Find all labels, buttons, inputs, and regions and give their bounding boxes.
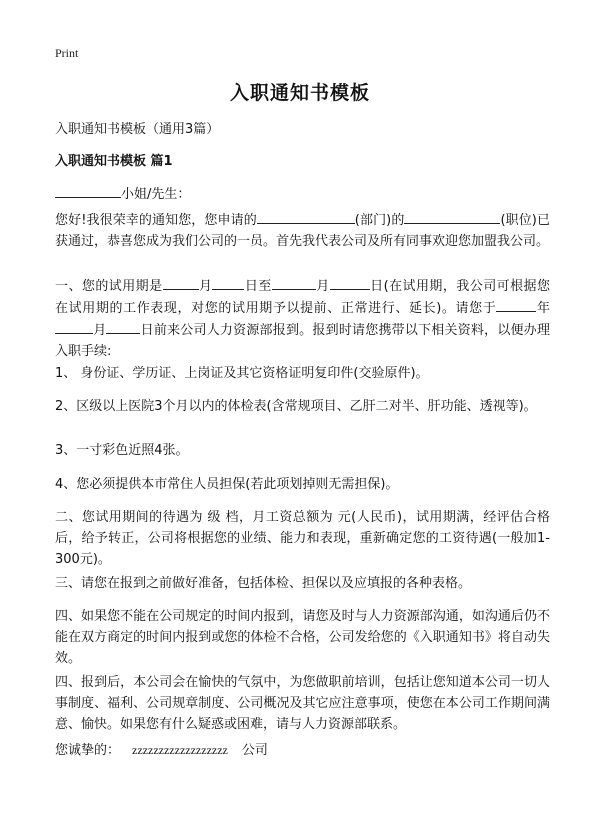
p1-text-a: 一、您的试用期是 <box>55 279 163 294</box>
p1-month-2: 月 <box>315 279 330 294</box>
intro-text-a: 您好!我很荣幸的通知您，您申请的 <box>55 213 257 228</box>
salutation-suffix: 小姐/先生： <box>121 187 191 202</box>
name-blank <box>55 183 121 198</box>
month-blank-1 <box>163 275 199 290</box>
section-heading: 入职通知书模板 篇1 <box>55 154 173 169</box>
closing-label: 您诚挚的： <box>55 743 121 758</box>
list-item-4: 4、您必须提供本市常住人员担保(若此项划掉则无需担保)。 <box>55 477 399 492</box>
p1-rest: 日前来公司人力资源部报到。报到时请您携带以下相关资料，以便办理入职手续: <box>55 323 550 359</box>
closing-suffix: 公司 <box>241 743 268 758</box>
p1-day-2: 日(在试用期，我公司可根据您在试用期的工作表现，对您的试用期予以提前、正常进行、延长)。请您于 <box>55 279 550 316</box>
position-blank <box>404 209 500 224</box>
document-title: 入职通知书模板 <box>229 82 370 104</box>
intro-text-c: (职位)已获通过，恭喜您成为我们公司的一员。首先我代表公司及所有同事欢迎您加盟我公司。 <box>55 213 550 249</box>
day-blank-2 <box>330 275 370 290</box>
list-item-3: 3、一寸彩色近照4张。 <box>55 443 189 458</box>
p1-month-1: 月 <box>198 279 213 294</box>
late-report-paragraph: 四、如果您不能在公司规定的时间内报到，请您及时与人力资源部沟通，如沟通后仍不能在双方商定的时间内报到或您的体检不合格，公司发给您的《入职通知书》将自动失效。 <box>55 609 550 666</box>
month-blank-2 <box>272 275 316 290</box>
year-blank <box>496 297 536 312</box>
salutation-line <box>55 183 190 202</box>
p1-year: 年 <box>536 301 550 316</box>
salary-paragraph: 二、您试用期间的待遇为 级 档，月工资总额为 元(人民币)，试用期满，经评估合格后，给予转正，公司将根据您的业绩、能力和表现，重新确定您的工资待遇(一般加1-300元)。 <box>55 510 550 567</box>
training-paragraph: 四、报到后，本公司会在愉快的气氛中，为您做职前培训，包括让您知道本公司一切人事制度、福利、公司规章制度、公司概况及其它应注意事项，使您在本公司工作期间满意、愉快。如果您有什么疑惑或困难，请与人力资源部联系。 <box>55 675 550 732</box>
company-name: zzzzzzzzzzzzzzzzzz <box>132 743 228 757</box>
intro-paragraph <box>55 209 550 252</box>
probation-paragraph <box>55 275 550 362</box>
day-blank-3 <box>106 319 140 334</box>
print-label: Print <box>55 46 79 60</box>
p1-month-3: 月 <box>93 323 107 338</box>
closing-line <box>55 739 268 758</box>
p1-day-1: 日至 <box>244 279 272 294</box>
department-blank <box>257 209 355 224</box>
month-blank-3 <box>55 319 93 334</box>
intro-text-b: (部门)的 <box>354 213 405 228</box>
list-item-1: 1、 身份证、学历证、上岗证及其它资格证明复印件(交验原件)。 <box>55 366 429 381</box>
list-item-2: 2、区级以上医院3个月以内的体检表(含常规项目、乙肝二对半、肝功能、透视等)。 <box>55 399 537 414</box>
document-subtitle: 入职通知书模板（通用3篇） <box>55 122 220 137</box>
day-blank-1 <box>212 275 244 290</box>
preparation-paragraph: 三、请您在报到之前做好准备，包括体检、担保以及应填报的各种表格。 <box>55 576 472 591</box>
